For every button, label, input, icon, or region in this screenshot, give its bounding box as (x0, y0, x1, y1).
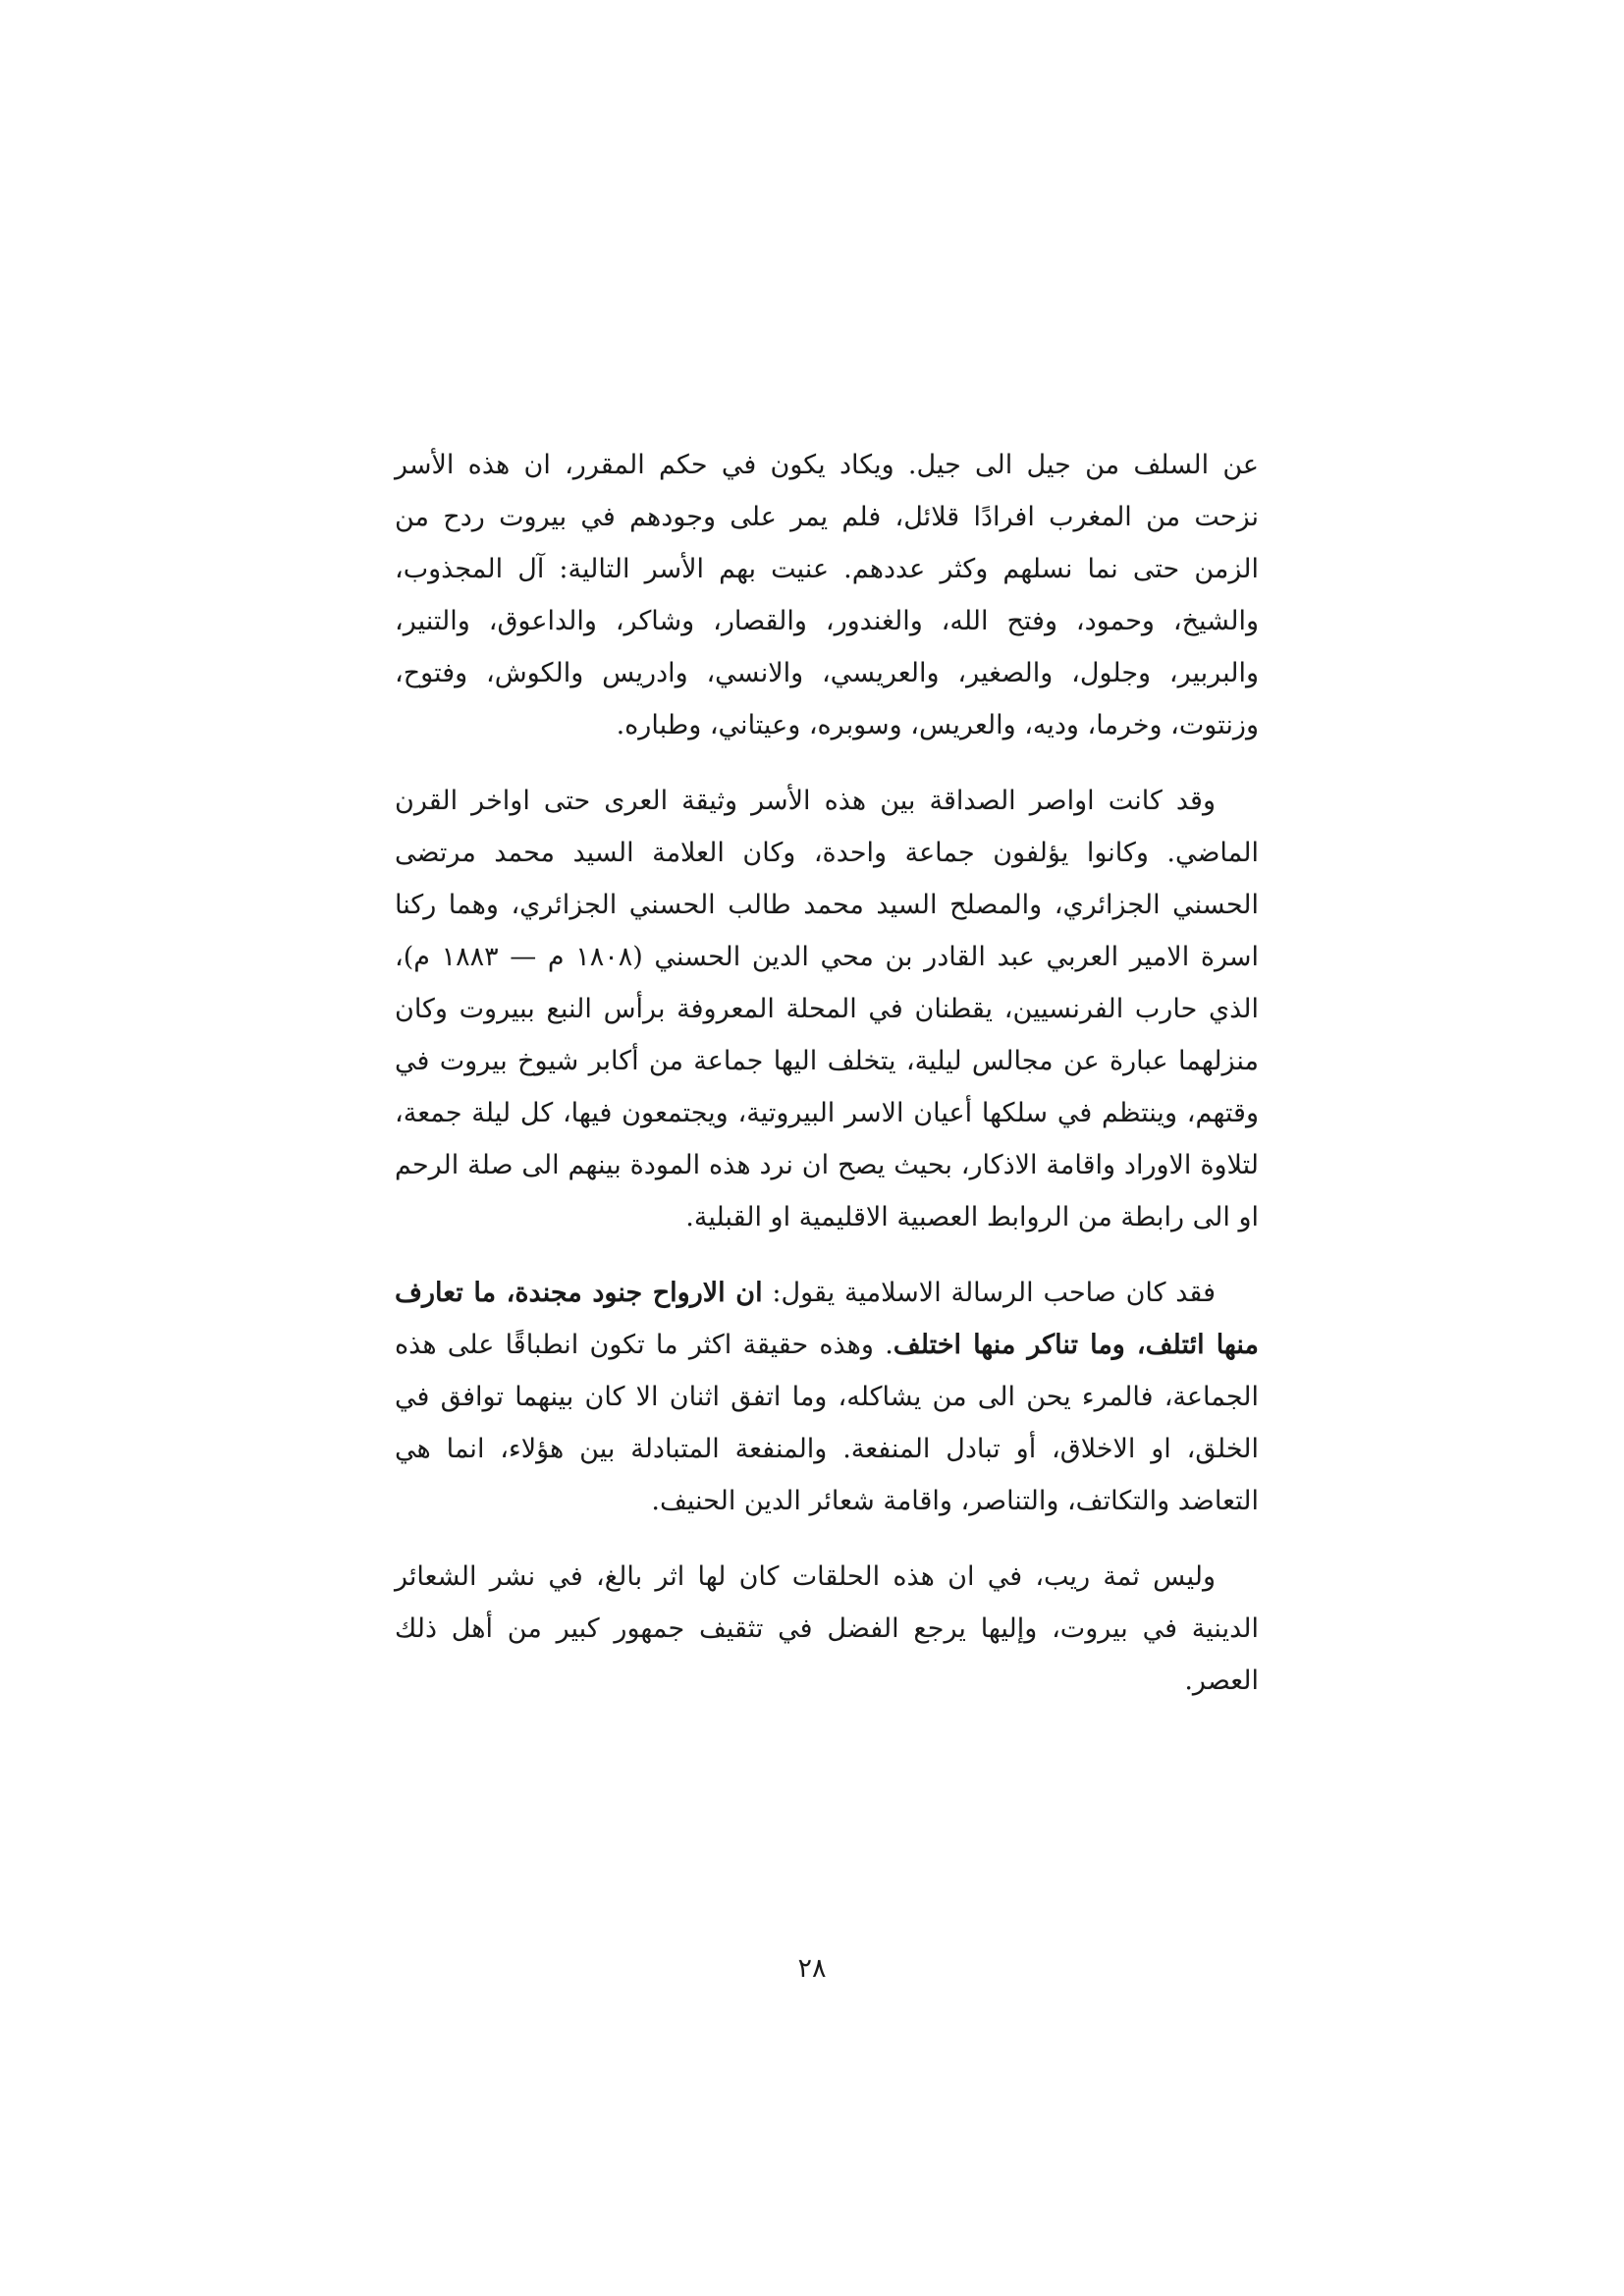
paragraph-3-rest: . وهذه حقيقة اكثر ما تكون انطباقًا على هذه الجماعة، فالمرء يحن الى من يشاكله، وما اتفق اثنان الا كان بينهما توافق في الخلق، او الاخلاق، أو تبادل المنفعة. والمنفعة المتبادلة بين هؤلاء، انما هي التعاضد والتكاتف، والتناصر، واقامة شعائر الدين الحنيف. (395, 1330, 1259, 1516)
page-body (395, 439, 1259, 1730)
paragraph-3-intro: فقد كان صاحب الرسالة الاسلامية يقول: (762, 1278, 1216, 1308)
paragraph-4: وليس ثمة ريب، في ان هذه الحلقات كان لها اثر بالغ، في نشر الشعائر الدينية في بيروت، وإليها يرجع الفضل في تثقيف جمهور كبير من أهل ذلك العصر. (395, 1561, 1259, 1696)
page-number: ٢٨ (797, 1953, 827, 1984)
paragraph-3 (395, 1267, 1259, 1527)
hadith-quote: ان الارواح جنود مجندة، ما تعارف منها ائتلف، وما تناكر منها اختلف (395, 1278, 1259, 1360)
paragraph-1: عن السلف من جيل الى جيل. ويكاد يكون في حكم المقرر، ان هذه الأسر نزحت من المغرب افرادًا قلائل، فلم يمر على وجودهم في بيروت ردح من الزمن حتى نما نسلهم وكثر عددهم. عنيت بهم الأسر التالية: آل المجذوب، والشيخ، وحمود، وفتح الله، والغندور، والقصار، وشاكر، والداعوق، والتنير، والبربير، وجلول، والصغير، والعريسي، والانسي، وادريس والكوش، وفتوح، وزنتوت، وخرما، وديه، والعريس، وسوبره، وعيتاني، وطباره. (395, 450, 1259, 740)
paragraph-2: وقد كانت اواصر الصداقة بين هذه الأسر وثيقة العرى حتى اواخر القرن الماضي. وكانوا يؤلفون جماعة واحدة، وكان العلامة السيد محمد مرتضى الحسني الجزائري، والمصلح السيد محمد طالب الحسني الجزائري، وهما ركنا اسرة الامير العربي عبد القادر بن محي الدين الحسني (١٨٠٨ م — ١٨٨٣ م)، الذي حارب الفرنسيين، يقطنان في المحلة المعروفة برأس النبع ببيروت وكان منزلهما عبارة عن مجالس ليلية، يتخلف اليها جماعة من أكابر شيوخ بيروت في وقتهم، وينتظم في سلكها أعيان الاسر البيروتية، ويجتمعون فيها، كل ليلة جمعة، لتلاوة الاوراد واقامة الاذكار، بحيث يصح ان نرد هذه المودة بينهم الى صلة الرحم او الى رابطة من الروابط العصبية الاقليمية او القبلية. (395, 786, 1259, 1232)
